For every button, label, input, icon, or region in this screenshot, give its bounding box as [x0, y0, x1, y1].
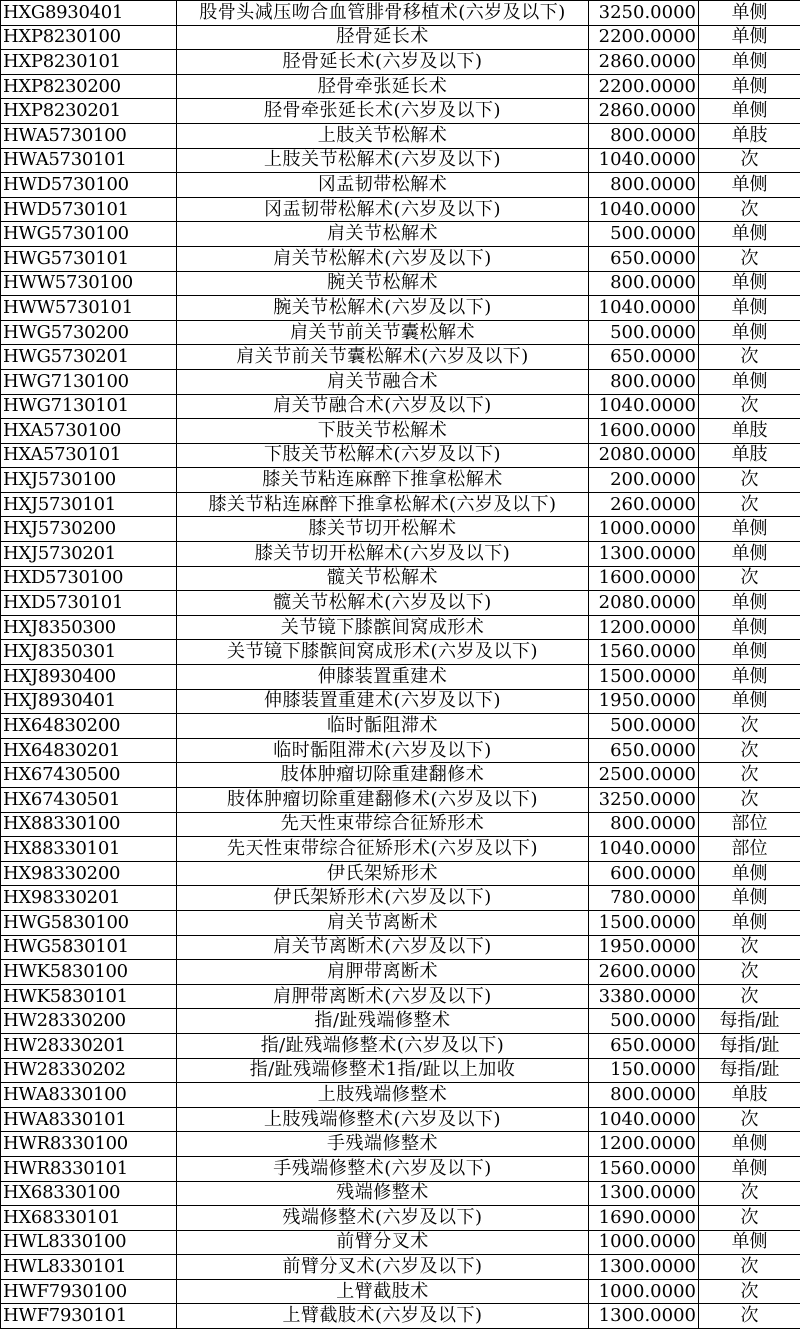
unit-cell: 单侧 — [699, 173, 800, 198]
unit-cell: 单侧 — [699, 861, 800, 886]
price-cell: 1200.0000 — [589, 615, 699, 640]
unit-cell: 次 — [699, 788, 800, 813]
price-cell: 1500.0000 — [589, 910, 699, 935]
item-name-cell: 膝关节粘连麻醉下推拿松解术(六岁及以下) — [177, 492, 589, 517]
unit-cell: 部位 — [699, 812, 800, 837]
item-name-cell: 肩关节松解术 — [177, 222, 589, 247]
price-cell: 500.0000 — [589, 320, 699, 345]
price-cell: 800.0000 — [589, 369, 699, 394]
code-cell: HWG5730201 — [1, 345, 177, 370]
table-row — [1, 886, 800, 911]
table-row — [1, 1230, 800, 1255]
item-name-cell: 前臂分叉术(六岁及以下) — [177, 1255, 589, 1280]
table-row — [1, 812, 800, 837]
item-name-cell: 冈盂韧带松解术 — [177, 173, 589, 198]
item-name-cell: 肩关节离断术 — [177, 910, 589, 935]
unit-cell: 单侧 — [699, 296, 800, 321]
price-cell: 1560.0000 — [589, 640, 699, 665]
table-row — [1, 369, 800, 394]
unit-cell: 单侧 — [699, 591, 800, 616]
table-row — [1, 1, 800, 26]
unit-cell: 次 — [699, 345, 800, 370]
item-name-cell: 膝关节切开松解术(六岁及以下) — [177, 542, 589, 567]
unit-cell: 次 — [699, 1206, 800, 1231]
unit-cell: 次 — [699, 197, 800, 222]
code-cell: HWD5730100 — [1, 173, 177, 198]
code-cell: HXJ8930401 — [1, 689, 177, 714]
item-name-cell: 肢体肿瘤切除重建翻修术(六岁及以下) — [177, 788, 589, 813]
code-cell: HWK5830100 — [1, 960, 177, 985]
table-row — [1, 689, 800, 714]
price-cell: 2860.0000 — [589, 50, 699, 75]
code-cell: HWA5730101 — [1, 148, 177, 173]
item-name-cell: 伸膝装置重建术(六岁及以下) — [177, 689, 589, 714]
code-cell: HWG5830101 — [1, 935, 177, 960]
code-cell: HXJ5730100 — [1, 468, 177, 493]
price-cell: 780.0000 — [589, 886, 699, 911]
item-name-cell: 上肢残端修整术(六岁及以下) — [177, 1107, 589, 1132]
table-row — [1, 74, 800, 99]
code-cell: HXA5730100 — [1, 419, 177, 444]
table-row — [1, 1058, 800, 1083]
unit-cell: 单侧 — [699, 369, 800, 394]
table-row — [1, 542, 800, 567]
table-row — [1, 345, 800, 370]
unit-cell: 单侧 — [699, 1132, 800, 1157]
table-row — [1, 1033, 800, 1058]
price-cell: 1300.0000 — [589, 542, 699, 567]
price-cell: 1950.0000 — [589, 689, 699, 714]
unit-cell: 次 — [699, 714, 800, 739]
unit-cell: 单侧 — [699, 640, 800, 665]
item-name-cell: 伊氏架矫形术(六岁及以下) — [177, 886, 589, 911]
code-cell: HWR8330101 — [1, 1156, 177, 1181]
price-cell: 3250.0000 — [589, 788, 699, 813]
table-row — [1, 665, 800, 690]
item-name-cell: 残端修整术(六岁及以下) — [177, 1206, 589, 1231]
unit-cell: 每指/趾 — [699, 1033, 800, 1058]
item-name-cell: 指/趾残端修整术(六岁及以下) — [177, 1033, 589, 1058]
unit-cell: 单侧 — [699, 910, 800, 935]
table-row — [1, 1083, 800, 1108]
price-cell: 500.0000 — [589, 222, 699, 247]
unit-cell: 单侧 — [699, 222, 800, 247]
price-cell: 150.0000 — [589, 1058, 699, 1083]
price-cell: 2200.0000 — [589, 74, 699, 99]
table-row — [1, 837, 800, 862]
table-row — [1, 419, 800, 444]
item-name-cell: 膝关节粘连麻醉下推拿松解术 — [177, 468, 589, 493]
code-cell: HX64830200 — [1, 714, 177, 739]
table-row — [1, 861, 800, 886]
table-row — [1, 1255, 800, 1280]
item-name-cell: 肩关节前关节囊松解术 — [177, 320, 589, 345]
price-cell: 800.0000 — [589, 123, 699, 148]
item-name-cell: 上臂截肢术 — [177, 1279, 589, 1304]
price-cell: 1600.0000 — [589, 566, 699, 591]
price-cell: 800.0000 — [589, 812, 699, 837]
unit-cell: 单侧 — [699, 542, 800, 567]
item-name-cell: 先天性束带综合征矫形术(六岁及以下) — [177, 837, 589, 862]
code-cell: HWG5730100 — [1, 222, 177, 247]
code-cell: HW28330201 — [1, 1033, 177, 1058]
unit-cell: 次 — [699, 935, 800, 960]
table-row — [1, 246, 800, 271]
item-name-cell: 冈盂韧带松解术(六岁及以下) — [177, 197, 589, 222]
price-cell: 800.0000 — [589, 271, 699, 296]
item-name-cell: 临时骺阻滞术 — [177, 714, 589, 739]
table-row — [1, 615, 800, 640]
unit-cell: 单侧 — [699, 99, 800, 124]
unit-cell: 单侧 — [699, 50, 800, 75]
item-name-cell: 肩关节融合术 — [177, 369, 589, 394]
unit-cell: 次 — [699, 984, 800, 1009]
price-cell: 500.0000 — [589, 1009, 699, 1034]
table-row — [1, 1279, 800, 1304]
unit-cell: 次 — [699, 394, 800, 419]
item-name-cell: 上肢关节松解术(六岁及以下) — [177, 148, 589, 173]
code-cell: HXJ8930400 — [1, 665, 177, 690]
price-cell: 1040.0000 — [589, 296, 699, 321]
unit-cell: 次 — [699, 246, 800, 271]
unit-cell: 每指/趾 — [699, 1058, 800, 1083]
code-cell: HWA5730100 — [1, 123, 177, 148]
price-cell: 3250.0000 — [589, 1, 699, 26]
unit-cell: 次 — [699, 1255, 800, 1280]
table-row — [1, 320, 800, 345]
unit-cell: 次 — [699, 763, 800, 788]
code-cell: HX67430500 — [1, 763, 177, 788]
price-cell: 1000.0000 — [589, 517, 699, 542]
code-cell: HX67430501 — [1, 788, 177, 813]
unit-cell: 次 — [699, 566, 800, 591]
unit-cell: 次 — [699, 738, 800, 763]
table-row — [1, 910, 800, 935]
table-row — [1, 468, 800, 493]
table-row — [1, 1132, 800, 1157]
item-name-cell: 胫骨牵张延长术(六岁及以下) — [177, 99, 589, 124]
price-cell: 1950.0000 — [589, 935, 699, 960]
item-name-cell: 腕关节松解术 — [177, 271, 589, 296]
item-name-cell: 伊氏架矫形术 — [177, 861, 589, 886]
unit-cell: 次 — [699, 1181, 800, 1206]
fee-table-body — [1, 1, 800, 1329]
item-name-cell: 胫骨牵张延长术 — [177, 74, 589, 99]
price-cell: 3380.0000 — [589, 984, 699, 1009]
price-cell: 2500.0000 — [589, 763, 699, 788]
item-name-cell: 残端修整术 — [177, 1181, 589, 1206]
code-cell: HWG5830100 — [1, 910, 177, 935]
table-row — [1, 1304, 800, 1329]
unit-cell: 单侧 — [699, 1, 800, 26]
table-row — [1, 296, 800, 321]
code-cell: HWW5730101 — [1, 296, 177, 321]
code-cell: HXP8230200 — [1, 74, 177, 99]
code-cell: HWA8330100 — [1, 1083, 177, 1108]
code-cell: HW28330202 — [1, 1058, 177, 1083]
item-name-cell: 指/趾残端修整术 — [177, 1009, 589, 1034]
table-row — [1, 984, 800, 1009]
table-row — [1, 99, 800, 124]
unit-cell: 单侧 — [699, 74, 800, 99]
item-name-cell: 肩关节离断术(六岁及以下) — [177, 935, 589, 960]
code-cell: HWL8330100 — [1, 1230, 177, 1255]
code-cell: HXP8230101 — [1, 50, 177, 75]
item-name-cell: 胫骨延长术(六岁及以下) — [177, 50, 589, 75]
price-cell: 1200.0000 — [589, 1132, 699, 1157]
table-row — [1, 123, 800, 148]
code-cell: HXJ8350300 — [1, 615, 177, 640]
price-cell: 1500.0000 — [589, 665, 699, 690]
code-cell: HX98330201 — [1, 886, 177, 911]
price-cell: 650.0000 — [589, 1033, 699, 1058]
price-cell: 800.0000 — [589, 173, 699, 198]
unit-cell: 单侧 — [699, 615, 800, 640]
code-cell: HWG7130101 — [1, 394, 177, 419]
code-cell: HXJ8350301 — [1, 640, 177, 665]
item-name-cell: 关节镜下膝髌间窝成形术 — [177, 615, 589, 640]
item-name-cell: 手残端修整术 — [177, 1132, 589, 1157]
code-cell: HWF7930100 — [1, 1279, 177, 1304]
item-name-cell: 腕关节松解术(六岁及以下) — [177, 296, 589, 321]
unit-cell: 单肢 — [699, 123, 800, 148]
item-name-cell: 上肢关节松解术 — [177, 123, 589, 148]
item-name-cell: 指/趾残端修整术1指/趾以上加收 — [177, 1058, 589, 1083]
price-cell: 1690.0000 — [589, 1206, 699, 1231]
unit-cell: 单侧 — [699, 665, 800, 690]
unit-cell: 单侧 — [699, 689, 800, 714]
item-name-cell: 肩关节融合术(六岁及以下) — [177, 394, 589, 419]
price-cell: 650.0000 — [589, 345, 699, 370]
price-cell: 260.0000 — [589, 492, 699, 517]
table-row — [1, 173, 800, 198]
code-cell: HXJ5730101 — [1, 492, 177, 517]
price-cell: 500.0000 — [589, 714, 699, 739]
item-name-cell: 肩关节前关节囊松解术(六岁及以下) — [177, 345, 589, 370]
item-name-cell: 下肢关节松解术 — [177, 419, 589, 444]
unit-cell: 次 — [699, 1107, 800, 1132]
table-row — [1, 960, 800, 985]
table-row — [1, 271, 800, 296]
unit-cell: 次 — [699, 492, 800, 517]
table-row — [1, 1181, 800, 1206]
code-cell: HWG5730200 — [1, 320, 177, 345]
price-cell: 2200.0000 — [589, 25, 699, 50]
table-row — [1, 1206, 800, 1231]
price-cell: 1040.0000 — [589, 1107, 699, 1132]
unit-cell: 次 — [699, 148, 800, 173]
unit-cell: 单肢 — [699, 1083, 800, 1108]
code-cell: HXD5730101 — [1, 591, 177, 616]
table-row — [1, 714, 800, 739]
table-row — [1, 148, 800, 173]
item-name-cell: 上肢残端修整术 — [177, 1083, 589, 1108]
table-row — [1, 197, 800, 222]
unit-cell: 次 — [699, 468, 800, 493]
price-cell: 1040.0000 — [589, 148, 699, 173]
price-cell: 2080.0000 — [589, 591, 699, 616]
price-cell: 1000.0000 — [589, 1279, 699, 1304]
code-cell: HXA5730101 — [1, 443, 177, 468]
unit-cell: 单肢 — [699, 443, 800, 468]
price-cell: 2860.0000 — [589, 99, 699, 124]
code-cell: HXP8230201 — [1, 99, 177, 124]
item-name-cell: 上臂截肢术(六岁及以下) — [177, 1304, 589, 1329]
price-cell: 1560.0000 — [589, 1156, 699, 1181]
code-cell: HX68330101 — [1, 1206, 177, 1231]
table-row — [1, 566, 800, 591]
price-cell: 2080.0000 — [589, 443, 699, 468]
unit-cell: 单侧 — [699, 1230, 800, 1255]
price-cell: 1040.0000 — [589, 197, 699, 222]
price-cell: 800.0000 — [589, 1083, 699, 1108]
price-cell: 600.0000 — [589, 861, 699, 886]
table-row — [1, 492, 800, 517]
item-name-cell: 临时骺阻滞术(六岁及以下) — [177, 738, 589, 763]
price-cell: 1300.0000 — [589, 1304, 699, 1329]
price-cell: 1300.0000 — [589, 1181, 699, 1206]
price-cell: 650.0000 — [589, 246, 699, 271]
code-cell: HWF7930101 — [1, 1304, 177, 1329]
code-cell: HWW5730100 — [1, 271, 177, 296]
unit-cell: 单侧 — [699, 1156, 800, 1181]
unit-cell: 部位 — [699, 837, 800, 862]
table-row — [1, 935, 800, 960]
code-cell: HXD5730100 — [1, 566, 177, 591]
code-cell: HWG7130100 — [1, 369, 177, 394]
code-cell: HWG5730101 — [1, 246, 177, 271]
item-name-cell: 下肢关节松解术(六岁及以下) — [177, 443, 589, 468]
item-name-cell: 肩胛带离断术 — [177, 960, 589, 985]
price-cell: 1040.0000 — [589, 394, 699, 419]
item-name-cell: 髋关节松解术 — [177, 566, 589, 591]
unit-cell: 单侧 — [699, 25, 800, 50]
code-cell: HX98330200 — [1, 861, 177, 886]
code-cell: HWK5830101 — [1, 984, 177, 1009]
table-row — [1, 1156, 800, 1181]
price-cell: 1600.0000 — [589, 419, 699, 444]
unit-cell: 单侧 — [699, 517, 800, 542]
table-row — [1, 738, 800, 763]
price-cell: 1040.0000 — [589, 837, 699, 862]
code-cell: HWA8330101 — [1, 1107, 177, 1132]
table-row — [1, 50, 800, 75]
item-name-cell: 髋关节松解术(六岁及以下) — [177, 591, 589, 616]
code-cell: HWL8330101 — [1, 1255, 177, 1280]
code-cell: HXJ5730200 — [1, 517, 177, 542]
table-row — [1, 517, 800, 542]
code-cell: HX64830201 — [1, 738, 177, 763]
table-row — [1, 25, 800, 50]
item-name-cell: 伸膝装置重建术 — [177, 665, 589, 690]
table-row — [1, 1009, 800, 1034]
unit-cell: 次 — [699, 960, 800, 985]
code-cell: HW28330200 — [1, 1009, 177, 1034]
item-name-cell: 关节镜下膝髌间窝成形术(六岁及以下) — [177, 640, 589, 665]
unit-cell: 单肢 — [699, 419, 800, 444]
table-row — [1, 640, 800, 665]
table-row — [1, 763, 800, 788]
price-cell: 200.0000 — [589, 468, 699, 493]
table-row — [1, 1107, 800, 1132]
code-cell: HXG8930401 — [1, 1, 177, 26]
code-cell: HX88330100 — [1, 812, 177, 837]
item-name-cell: 膝关节切开松解术 — [177, 517, 589, 542]
unit-cell: 单侧 — [699, 886, 800, 911]
item-name-cell: 前臂分叉术 — [177, 1230, 589, 1255]
table-row — [1, 788, 800, 813]
item-name-cell: 股骨头减压吻合血管腓骨移植术(六岁及以下) — [177, 1, 589, 26]
code-cell: HWR8330100 — [1, 1132, 177, 1157]
code-cell: HX68330100 — [1, 1181, 177, 1206]
table-row — [1, 222, 800, 247]
code-cell: HX88330101 — [1, 837, 177, 862]
item-name-cell: 手残端修整术(六岁及以下) — [177, 1156, 589, 1181]
code-cell: HXP8230100 — [1, 25, 177, 50]
unit-cell: 单侧 — [699, 271, 800, 296]
code-cell: HXJ5730201 — [1, 542, 177, 567]
item-name-cell: 胫骨延长术 — [177, 25, 589, 50]
price-cell: 2600.0000 — [589, 960, 699, 985]
code-cell: HWD5730101 — [1, 197, 177, 222]
unit-cell: 每指/趾 — [699, 1009, 800, 1034]
unit-cell: 次 — [699, 1304, 800, 1329]
table-row — [1, 394, 800, 419]
table-row — [1, 591, 800, 616]
item-name-cell: 肩胛带离断术(六岁及以下) — [177, 984, 589, 1009]
unit-cell: 次 — [699, 1279, 800, 1304]
item-name-cell: 先天性束带综合征矫形术 — [177, 812, 589, 837]
item-name-cell: 肩关节松解术(六岁及以下) — [177, 246, 589, 271]
unit-cell: 单侧 — [699, 320, 800, 345]
price-cell: 1000.0000 — [589, 1230, 699, 1255]
price-cell: 1300.0000 — [589, 1255, 699, 1280]
item-name-cell: 肢体肿瘤切除重建翻修术 — [177, 763, 589, 788]
price-cell: 650.0000 — [589, 738, 699, 763]
table-row — [1, 443, 800, 468]
